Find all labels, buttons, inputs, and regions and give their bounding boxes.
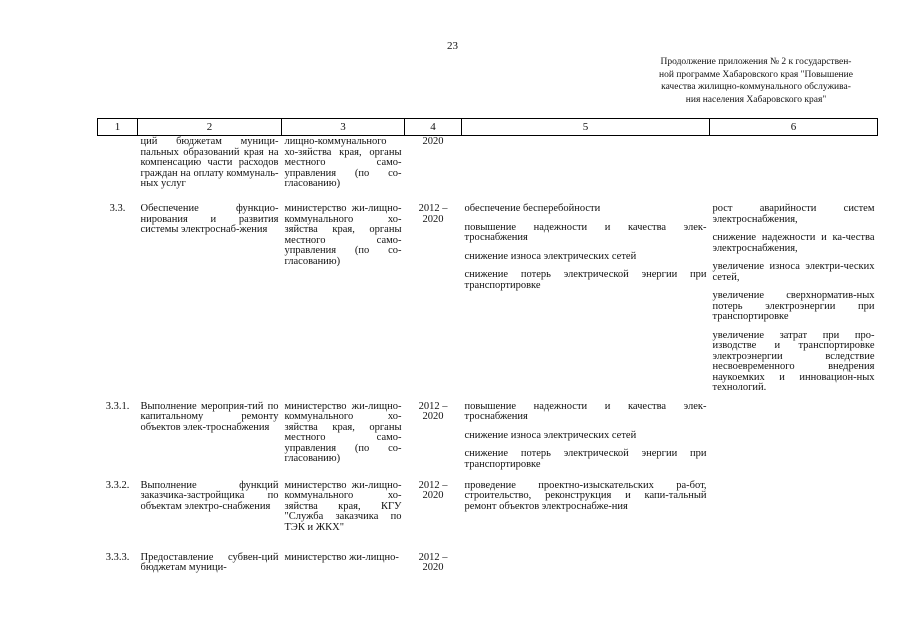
item-results [462,545,710,583]
period-line: 2020 [422,411,444,422]
period-line: 2012 – [418,203,448,214]
column-number: 4 [405,119,462,136]
column-number-row [98,119,878,136]
item-results [462,394,710,473]
result-item: проведение проектно-изыскательских ра-бот, строительство, реконструкция и капи-тальный ремонт объектов электроснабже-ния [464,479,707,512]
consequence-item: снижение надежности и ка-чества электроснабжения, [712,232,875,254]
header-note-line: ния населения Хабаровского края" [685,94,827,105]
item-period [405,473,462,545]
item-period [405,136,462,195]
table-row [98,394,878,473]
item-period [405,194,462,394]
result-item: снижение потерь электрической энергии при транспортировке [464,448,707,470]
column-number: 1 [98,119,138,136]
item-number: 3.3. [109,203,126,214]
item-executor: министерство жи-лищно-коммунального хо-зяйства края, органы местного само-управления (по со-гласованию) [284,400,402,464]
consequence-item: рост аварийности систем электроснабжения, [712,203,875,225]
result-item: повышение надежности и качества элек-троснабжения [464,400,707,422]
item-results [462,194,710,394]
period-line: 2012 – [418,400,448,412]
period-line: 2012 – [418,479,448,491]
period-line: 2012 – [418,551,448,563]
column-number: 6 [710,119,878,136]
item-executor: министерство жи-лищно- [284,551,399,563]
item-name: Выполнение функций заказчика-застройщика по объектам электро-снабжения [140,479,279,512]
program-table [97,118,878,583]
column-number: 5 [462,119,710,136]
item-results [462,136,710,195]
table-row [98,136,878,195]
result-item: повышение надежности и качества элек-троснабжения [464,221,707,243]
table-row [98,473,878,545]
item-period [405,545,462,583]
period-line: 2020 [422,213,444,225]
item-executor: лищно-коммунального хо-зяйства края, органы местного само-управления (по со-гласованию) [284,136,402,189]
item-name: ций бюджетам муници-пальных образований края на компенсацию части расходов граждан на оплату коммуналь-ных услуг [140,136,279,189]
header-note-line: качества жилищно-коммунального обслужива- [661,82,851,92]
consequence-item: увеличение сверхнорматив-ных потерь электроэнергии при транспортировке [712,290,875,322]
result-item: снижение потерь электрической энергии при транспортировке [464,269,707,291]
item-consequences [710,136,878,195]
item-executor: министерство жи-лищно-коммунального хо-зяйства края, органы местного само-управления (по со-гласованию) [284,203,402,267]
page-number: 23 [447,40,458,52]
item-name: Предоставление субвен-ций бюджетам муници- [140,551,279,573]
item-period [405,394,462,473]
consequence-item: увеличение затрат при про-изводстве и транспортировке электроэнергии вследствие несвоевременного внедрения наукоемких и инновацион-ных технологий. [712,329,875,393]
result-item: снижение износа электрических сетей [464,429,637,441]
header-note-line: ной программе Хабаровского края "Повышение [659,69,853,80]
table-row [98,545,878,583]
item-results [462,473,710,545]
result-item: снижение износа электрических сетей [464,250,637,262]
item-number: 3.3.3. [105,551,130,563]
period-line: 2020 [422,490,444,501]
item-consequences [710,194,878,394]
result-item: обеспечение бесперебойности [464,203,601,214]
item-name: Обеспечение функцио-нирования и развития системы электроснаб-жения [140,203,279,235]
period-line: 2020 [422,136,444,147]
item-name: Выполнение мероприя-тий по капитальному ремонту объектов элек-троснабжения [140,400,279,433]
period-line: 2020 [422,562,444,573]
column-number: 2 [138,119,282,136]
item-consequences [710,394,878,473]
item-number [98,136,138,195]
table-row [98,194,878,394]
consequence-item: увеличение износа электри-ческих сетей, [712,261,875,283]
item-executor: министерство жи-лищно-коммунального хо-зяйства края, КГУ "Служба заказчика по ТЭК и ЖКХ" [284,479,402,533]
item-consequences [710,473,878,545]
item-consequences [710,545,878,583]
header-note [640,56,872,106]
item-number: 3.3.2. [105,479,130,491]
header-note-line: Продолжение приложения № 2 к государствен- [660,57,852,67]
item-number: 3.3.1. [105,400,130,412]
column-number: 3 [282,119,405,136]
